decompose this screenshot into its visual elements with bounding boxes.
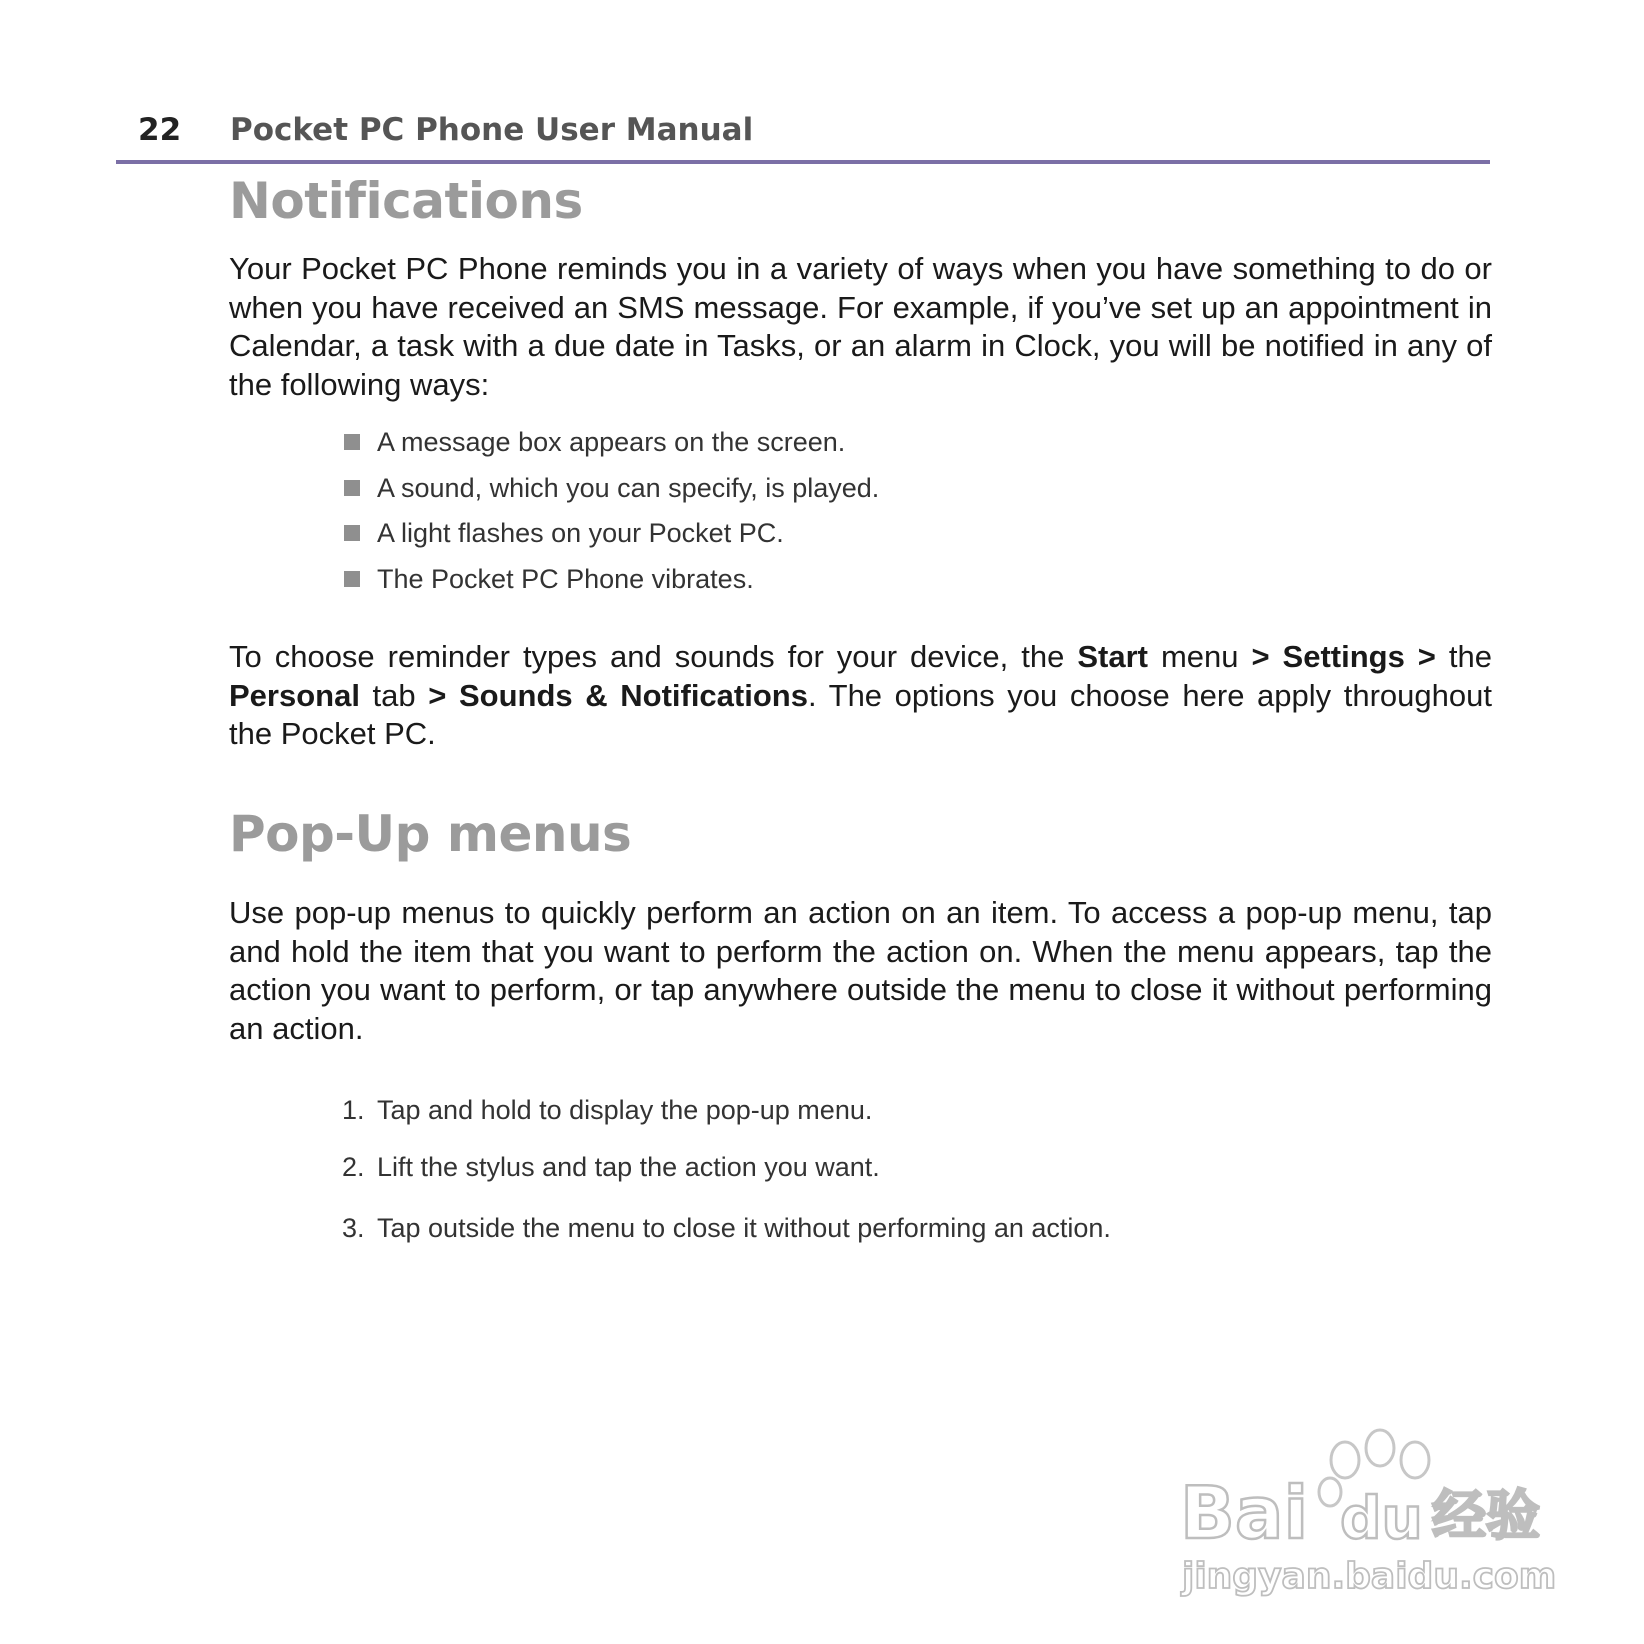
page-number: 22 bbox=[138, 112, 182, 148]
notification-ways-list bbox=[344, 427, 879, 609]
list-item: A sound, which you can specify, is played. bbox=[344, 473, 879, 519]
list-item: 3. Tap outside the menu to close it without performing an action. bbox=[342, 1213, 1111, 1243]
bullet-square-icon bbox=[344, 525, 360, 541]
svg-text:du: du bbox=[1340, 1484, 1423, 1552]
list-item: A message box appears on the screen. bbox=[344, 427, 879, 473]
list-item: 2. Lift the stylus and tap the action you want. bbox=[342, 1152, 880, 1182]
page-header bbox=[116, 108, 1490, 164]
bullet-square-icon bbox=[344, 480, 360, 496]
svg-text:jingyan.baidu.com: jingyan.baidu.com bbox=[1182, 1556, 1557, 1597]
manual-title: Pocket PC Phone User Manual bbox=[230, 112, 754, 148]
list-item: The Pocket PC Phone vibrates. bbox=[344, 564, 879, 610]
popup-intro-block bbox=[229, 894, 1492, 1048]
popup-steps-list bbox=[342, 1095, 1111, 1253]
svg-text:经验: 经验 bbox=[1432, 1484, 1540, 1547]
bullet-square-icon bbox=[344, 434, 360, 450]
baidu-watermark-logo bbox=[1170, 1420, 1570, 1600]
popup-heading: Pop-Up menus bbox=[229, 805, 632, 863]
svg-text:Bai: Bai bbox=[1180, 1471, 1309, 1555]
notifications-intro: Your Pocket PC Phone reminds you in a variety of ways when you have something to do or when you have received an SMS message. For example, if you’ve set up an appointment in Calendar, a task with a due date in Tasks, or an alarm in Clock, you will be notified in any of the following ways: bbox=[229, 251, 1492, 402]
popup-heading-block bbox=[229, 805, 1492, 863]
notifications-intro-block bbox=[229, 250, 1492, 404]
bullet-square-icon bbox=[344, 571, 360, 587]
settings-instructions-block bbox=[229, 638, 1492, 754]
notifications-heading: Notifications bbox=[229, 172, 583, 230]
list-item: A light flashes on your Pocket PC. bbox=[344, 518, 879, 564]
popup-intro: Use pop-up menus to quickly perform an action on an item. To access a pop-up menu, tap and hold the item that you want to perform the action on. When the menu appears, tap the action you want to perform, or tap anywhere outside the menu to close it without performing an action. bbox=[229, 895, 1492, 1046]
notifications-heading-block bbox=[229, 172, 1492, 230]
settings-instructions: To choose reminder types and sounds for your device, the Start menu > Settings > the Personal tab > Sounds & Notifications. The options you choose here apply throughout the Pocket PC. bbox=[229, 639, 1492, 751]
list-item: 1. Tap and hold to display the pop-up menu. bbox=[342, 1095, 873, 1125]
